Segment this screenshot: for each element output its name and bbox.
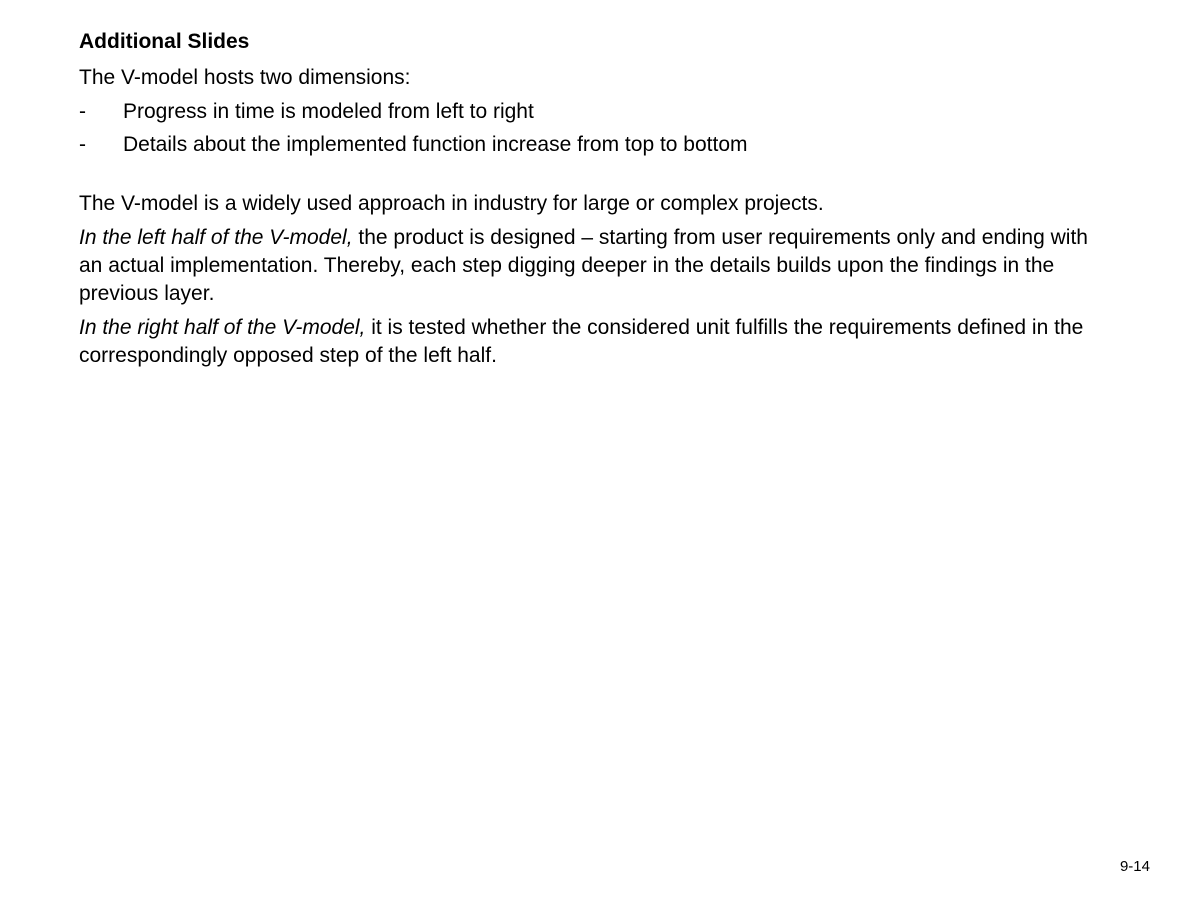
page-heading: Additional Slides [79, 30, 250, 53]
paragraph-left-half-text: the product is designed – starting from user requirements only and ending with an actual implementation. Thereby, each step digging deeper in the details builds upon the findings in the previous layer. [79, 226, 1088, 305]
paragraph-left-half [79, 224, 1109, 308]
list-item-text: Details about the implemented function increase from top to bottom [123, 133, 748, 156]
slide-notes-page [79, 28, 1109, 370]
bullet-marker: - [79, 133, 86, 156]
list-item [79, 98, 1109, 126]
paragraph-overview: The V-model is a widely used approach in industry for large or complex projects. [79, 192, 824, 215]
paragraph-right-half-text: it is tested whether the considered unit fulfills the requirements defined in the correspondingly opposed step of the left half. [79, 316, 1084, 367]
paragraph-right-half-emphasis: In the right half of the V-model, [79, 316, 366, 339]
paragraph-left-half-emphasis: In the left half of the V-model, [79, 226, 353, 249]
paragraph-right-half [79, 314, 1109, 370]
bullet-marker: - [79, 100, 86, 123]
list-item [79, 131, 1109, 159]
dimension-list [79, 98, 1109, 159]
section-spacer [79, 164, 1109, 190]
page-number: 9-14 [1119, 858, 1150, 875]
intro-text: The V-model hosts two dimensions: [79, 66, 411, 89]
list-item-text: Progress in time is modeled from left to right [123, 100, 534, 123]
